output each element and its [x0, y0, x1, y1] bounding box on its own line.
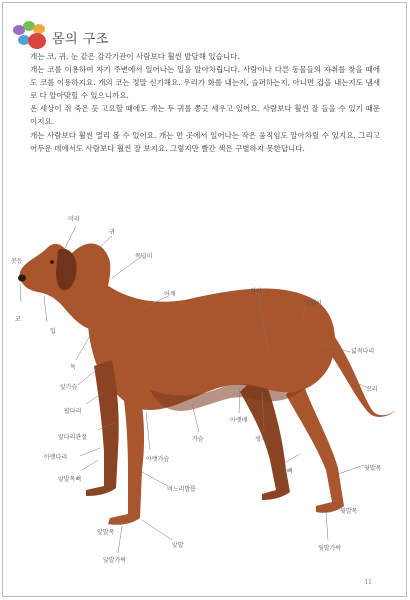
label-elbow: 앞다리관절	[58, 434, 87, 441]
page-number: 11	[364, 579, 372, 586]
label-nose: 코	[15, 316, 21, 323]
label-hind-ankle: 뒷발목	[340, 508, 358, 515]
label-brisket: 아랫가슴	[146, 456, 170, 463]
label-paw: 앞발	[172, 542, 184, 549]
label-front-pastern: 앞발목뼈	[58, 476, 82, 483]
label-rump: 엉덩이	[304, 300, 322, 307]
label-hock: 뒷발목	[364, 465, 382, 472]
label-head: 머리	[68, 216, 80, 223]
label-breast: 가슴	[192, 436, 204, 443]
label-forearm: 팔다리	[64, 408, 82, 415]
paragraph-2: 개는 코를 이용하여 자기 주변에서 일어나는 일을 알아차립니다. 사람이나 다른 동물들의 자취를 찾을 때에도 코를 이용하지요. 개의 코는 정말 신기해요. 우리가 화를 내는지, 슬퍼하는지, 아니면 겁을 내는지도 냄새로 다 알아맞힐 수 있으니까요.	[30, 65, 380, 101]
label-front-ankle: 앞발목	[97, 529, 115, 536]
label-nape: 목덜미	[135, 253, 153, 260]
label-lips: 입	[50, 328, 56, 335]
label-neck: 목	[70, 364, 76, 371]
label-foreleg: 아랫다리	[44, 454, 68, 461]
label-dewclaw: 며느리발톱	[167, 486, 196, 493]
label-ear: 귀	[109, 229, 115, 236]
label-shoulder: 어깨	[164, 291, 176, 298]
label-belly: 아랫배	[230, 417, 248, 424]
label-waist: 허리	[250, 288, 262, 295]
page-title: 몸의 구조	[52, 32, 109, 47]
label-thigh: 넓적다리	[351, 348, 375, 355]
label-chest: 앞가슴	[60, 384, 78, 391]
label-tail: 꼬리	[366, 386, 378, 393]
paragraph-1: 개는 코, 귀, 눈 같은 감각기관이 사람보다 훨씬 발달해 있습니다.	[30, 52, 240, 61]
label-front-toes: 앞발가락	[103, 557, 127, 564]
label-genitals: 생식기	[255, 436, 273, 443]
label-muzzle: 콧등	[11, 258, 23, 265]
paragraph-3: 온 세상이 쥐 죽은 듯 고요할 때에도 개는 두 귀를 쫑긋 세우고 있어요. 사람보다 훨씬 잘 들을 수 있기 때문이지요.	[30, 104, 380, 127]
paragraph-4: 개는 사람보다 훨씬 멀리 볼 수 있어요. 개는 먼 곳에서 일어나는 작은 움직임도 알아차릴 수 있지요. 그리고 어두운 데에서도 사람보다 훨씬 잘 보지요. 그렇지만 빨간 색은 구별하지 못한답니다.	[30, 130, 380, 153]
label-hind-toes: 뒷발가락	[318, 545, 342, 552]
label-hind-knee: 무릎뼈	[275, 468, 293, 475]
